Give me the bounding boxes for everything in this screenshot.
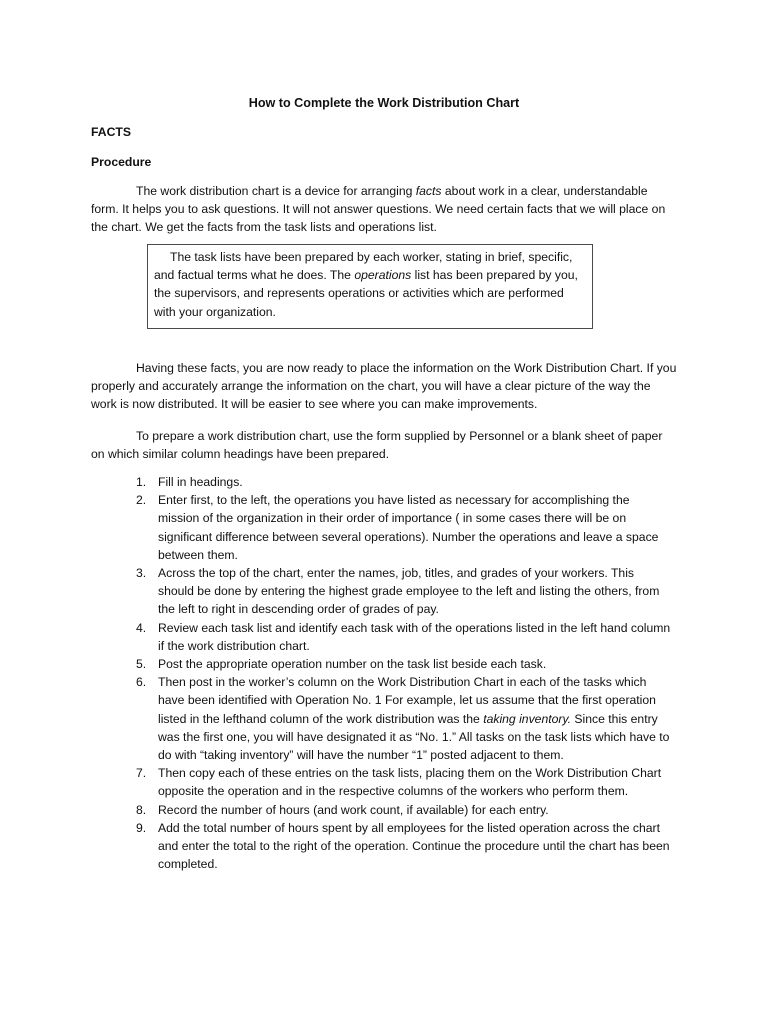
task-list-note-box <box>147 244 593 329</box>
prepare-paragraph: To prepare a work distribution chart, use the form supplied by Personnel or a blank sheet of paper on which similar column headings have been prepared. <box>91 429 663 462</box>
step-text-start: Then post in the worker’s column on the Work Distribution Chart in each of the tasks which have been identified with Operation No. 1 For example, let us assume that the first operation listed in the lefthand column of the work distribution was the <box>158 675 656 726</box>
step-number: 2. <box>136 493 147 508</box>
step-item <box>91 564 671 619</box>
step-text: Fill in headings. <box>158 475 243 489</box>
step-number: 5. <box>136 657 147 672</box>
step-number: 3. <box>136 566 147 581</box>
step-text-emphasis: taking inventory. <box>483 711 572 726</box>
intro-text-emphasis: facts <box>415 184 442 198</box>
procedure-steps-list <box>91 473 671 873</box>
step-text: Enter first, to the left, the operations you have listed as necessary for accomplishing the mission of the organization in their order of importance ( in some cases there will be on significant difference between several operations). Number the operations and leave a space between them. <box>158 493 659 562</box>
document-title: How to Complete the Work Distribution Chart <box>248 96 520 110</box>
note-text-emphasis: operations <box>354 268 412 283</box>
step-text: Then copy each of these entries on the task lists, placing them on the Work Distribution Chart opposite the operation and in the respective columns of the workers who perform them. <box>158 766 662 799</box>
step-item <box>91 619 671 655</box>
step-number: 8. <box>136 802 147 817</box>
facts-heading: FACTS <box>91 125 131 139</box>
step-item <box>91 673 671 764</box>
step-text: Post the appropriate operation number on the task list beside each task. <box>158 657 547 672</box>
facts-paragraph: Having these facts, you are now ready to place the information on the Work Distribution Chart. If you properly and accurately arrange the information on the chart, you will have a clear picture of the way the work is now distributed. It will be easier to see where you can make improvements. <box>91 361 677 412</box>
step-item <box>91 819 671 874</box>
intro-text-end: about work in a clear, understandable form. It helps you to ask questions. It will not answer questions. We need certain facts that we will place on the chart. We get the facts from the task lists and operations list. <box>91 184 666 235</box>
procedure-heading: Procedure <box>91 155 152 169</box>
step-text: Across the top of the chart, enter the names, job, titles, and grades of your workers. This should be done by entering the highest grade employee to the left and listing the others, from the left to right in descending order of grades of pay. <box>158 566 660 617</box>
step-text: Add the total number of hours spent by all employees for the listed operation across the chart and enter the total to the right of the operation. Continue the procedure until the chart has been completed. <box>158 820 670 872</box>
task-list-note <box>154 248 586 321</box>
step-number: 6. <box>136 675 147 690</box>
step-item <box>91 801 671 819</box>
note-text-start: The task lists have been prepared by each worker, stating in brief, specific, and factual terms what he does. The <box>154 250 573 283</box>
step-number: 1. <box>136 475 147 489</box>
intro-text-start: The work distribution chart is a device for arranging <box>136 184 416 198</box>
step-text-end: Since this entry was the first one, you will have designated it as “No. 1.” All tasks on the task lists which have to do with “taking inventory” will have the number “1” posted adjacent to them. <box>158 711 670 763</box>
step-text: Review each task list and identify each task with of the operations listed in the left hand column if the work distribution chart. <box>158 620 671 653</box>
step-item <box>91 473 671 491</box>
step-text: Record the number of hours (and work count, if available) for each entry. <box>158 802 549 817</box>
step-number: 4. <box>136 620 147 635</box>
intro-paragraph <box>91 182 677 237</box>
step-item <box>91 655 671 673</box>
step-number: 7. <box>136 766 147 781</box>
step-item <box>91 764 671 800</box>
step-item <box>91 491 671 564</box>
note-text-end: list has been prepared by you, the supervisors, and represents operations or activities which are performed with your organization. <box>154 268 578 319</box>
step-number: 9. <box>136 820 147 835</box>
